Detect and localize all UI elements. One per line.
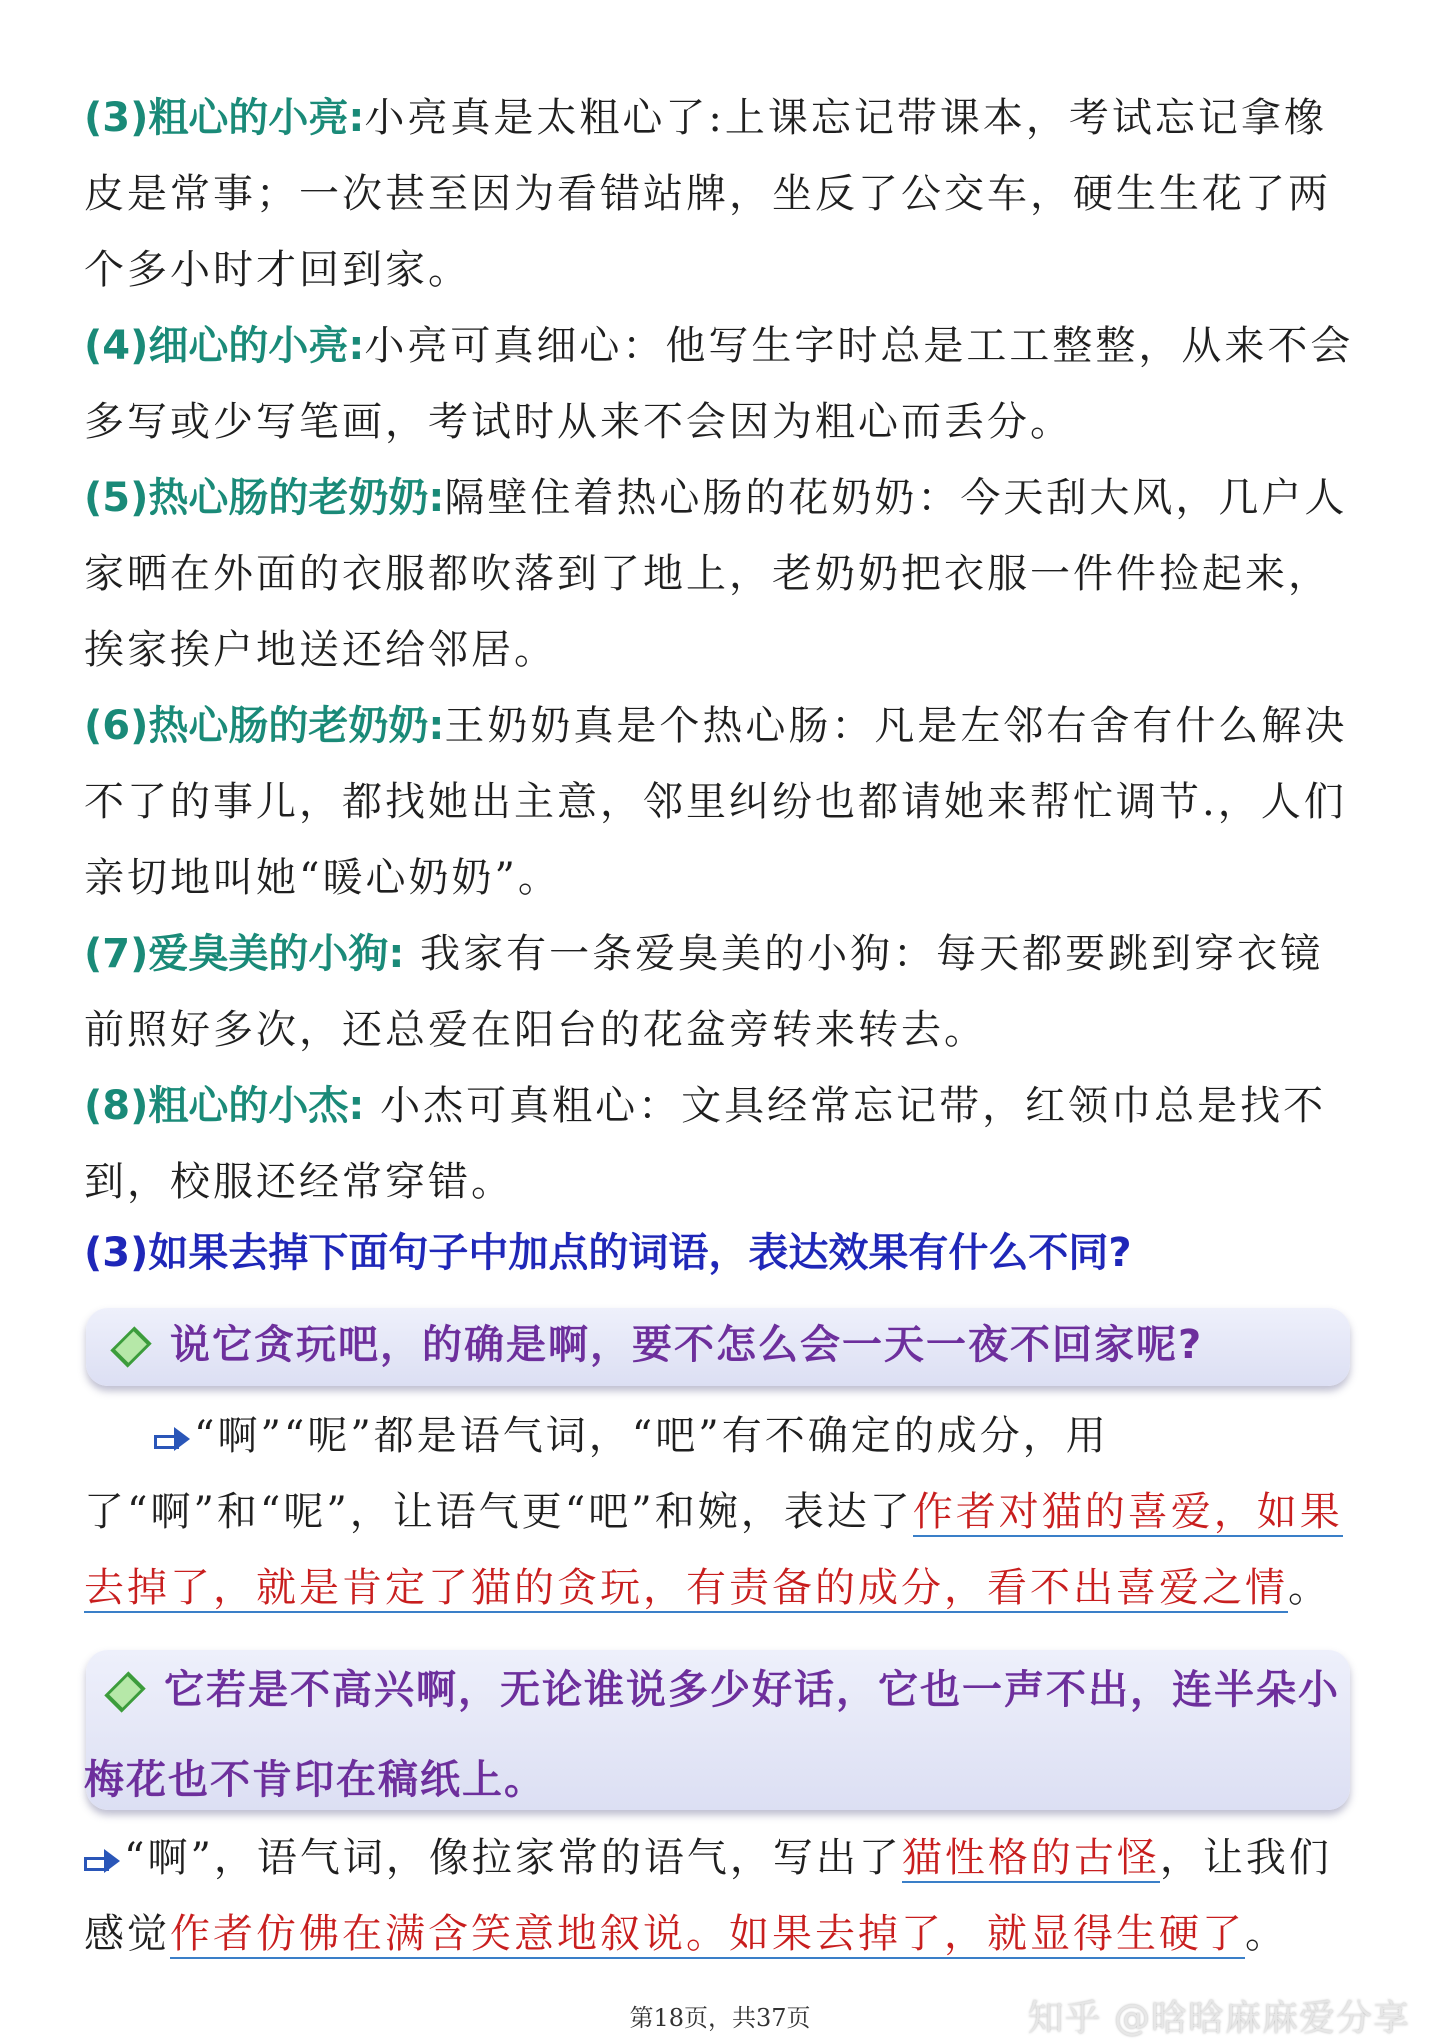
quote-2	[84, 1645, 1374, 1825]
answer-1-highlight: 作者对猫的喜爱，如果去掉了，就是肯定了猫的贪玩，有责备的成分，看不出喜爱之情	[84, 1489, 1343, 1611]
answer-2-highlight-1: 猫性格的古怪	[901, 1835, 1160, 1881]
example-text: 小亮真是太粗心了:上课忘记带课本，考试忘记拿橡皮是常事；一次甚至因为看错站牌，坐反了公交车，硬生生花了两个多小时才回到家。	[84, 95, 1331, 293]
example-heading: (8)粗心的小杰:	[84, 1083, 365, 1129]
arrow-right-icon	[154, 1432, 188, 1446]
watermark: 知乎 @晗晗麻麻爱分享	[1027, 1998, 1410, 2039]
answer-2-text-2: ，让我们感觉	[84, 1835, 1332, 1957]
example-8	[84, 1068, 1360, 1220]
arrow-right-icon	[84, 1854, 118, 1868]
answer-1-end: 。	[1288, 1565, 1331, 1611]
page-number: 第18页，共37页	[629, 2004, 811, 2032]
example-heading: (4)细心的小亮:	[84, 323, 365, 369]
example-6	[84, 688, 1360, 916]
diamond-icon	[110, 1326, 151, 1367]
answer-2-highlight-2: 作者仿佛在满含笑意地叙说。如果去掉了，就显得生硬了	[170, 1911, 1245, 1957]
example-text: 小亮可真细心：他写生字时总是工工整整，从来不会多写或少写笔画，考试时从来不会因为粗心而丢分。	[84, 323, 1354, 445]
answer-2-end: 。	[1245, 1911, 1288, 1957]
quote-1	[90, 1300, 1380, 1390]
answer-2-text: “啊”，语气词，像拉家常的语气，写出了	[124, 1835, 902, 1881]
answer-1	[84, 1398, 1360, 1626]
example-text: 小杰可真粗心：文具经常忘记带，红领巾总是找不到，校服还经常穿错。	[84, 1083, 1327, 1205]
example-7	[84, 916, 1360, 1068]
question-heading: (3)如果去掉下面句子中加点的词语，表达效果有什么不同?	[84, 1230, 1132, 1276]
example-3	[84, 80, 1360, 308]
example-4	[84, 308, 1360, 460]
example-heading: (6)热心肠的老奶奶:	[84, 703, 445, 749]
example-heading: (7)爱臭美的小狗:	[84, 931, 405, 977]
quote-1-text: 说它贪玩吧，的确是啊，要不怎么会一天一夜不回家呢?	[170, 1322, 1204, 1368]
example-heading: (5)热心肠的老奶奶:	[84, 475, 445, 521]
example-text: 我家有一条爱臭美的小狗：每天都要跳到穿衣镜前照好多次，还总爱在阳台的花盆旁转来转去。	[84, 931, 1324, 1053]
example-heading: (3)粗心的小亮:	[84, 95, 365, 141]
answer-1-text: “啊”“呢”都是语气词，“吧”有不确定的成分，用了“啊”和“呢”，让语气更“吧”和婉，表达了	[84, 1413, 1109, 1535]
example-text: 王奶奶真是个热心肠：凡是左邻右舍有什么解决不了的事儿，都找她出主意，邻里纠纷也都请她来帮忙调节.，人们亲切地叫她“暖心奶奶”。	[84, 703, 1348, 901]
example-text: 隔壁住着热心肠的花奶奶：今天刮大风，几户人家晒在外面的衣服都吹落到了地上，老奶奶把衣服一件件捡起来，挨家挨户地送还给邻居。	[84, 475, 1348, 673]
answer-2	[84, 1820, 1360, 1972]
quote-2-text: 它若是不高兴啊，无论谁说多少好话，它也一声不出，连半朵小梅花也不肯印在稿纸上。	[84, 1667, 1340, 1803]
example-5	[84, 460, 1360, 688]
diamond-icon	[104, 1671, 145, 1712]
